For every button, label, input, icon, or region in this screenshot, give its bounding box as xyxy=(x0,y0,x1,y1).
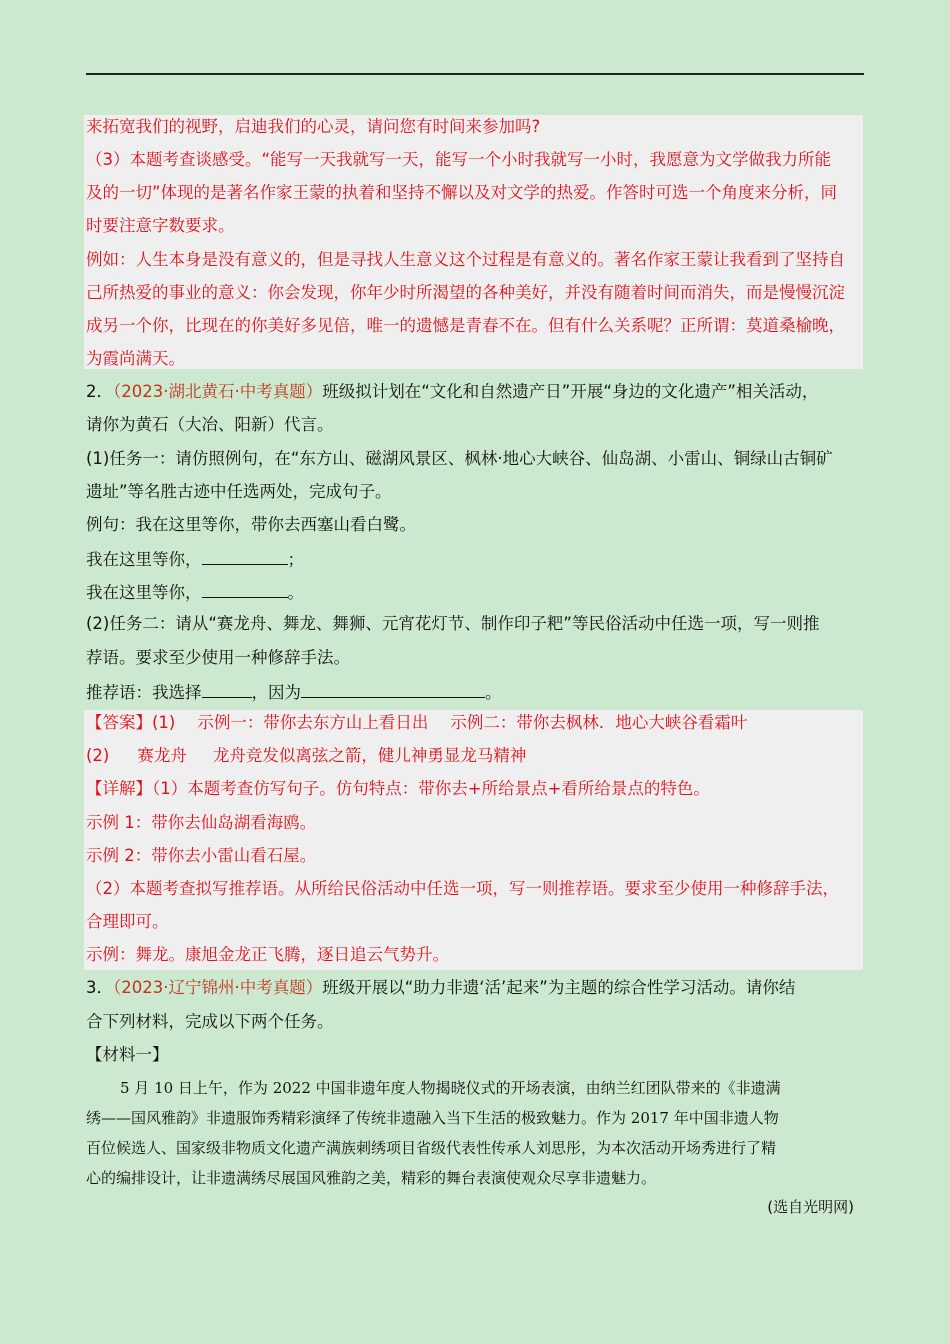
detail-line: 示例：舞龙。康旭金龙正飞腾，逐日追云气势升。 xyxy=(86,945,449,964)
answer-line: 例如：人生本身是没有意义的，但是寻找人生意义这个过程是有意义的。著名作家王蒙让我看到了坚持自 xyxy=(86,250,845,269)
question-text: 请你为黄石（大冶、阳新）代言。 xyxy=(86,415,334,434)
answer-line xyxy=(86,746,526,766)
question-text: 班级开展以“助力非遗‘活’起来”为主题的综合性学习活动。请你结 xyxy=(322,978,796,997)
question-source: （2023·辽宁锦州·中考真题） xyxy=(113,978,323,997)
answer-line: 己所热爱的事业的意义：你会发现，你年少时所渴望的各种美好，并没有随着时间而消失，而是慢慢沉淀 xyxy=(86,283,845,302)
fill-suffix: ； xyxy=(287,550,304,569)
answer-line: 来拓宽我们的视野，启迪我们的心灵，请问您有时间来参加吗? xyxy=(86,117,541,136)
answer-part-label: (2) xyxy=(86,746,110,765)
question-number: 2． xyxy=(86,382,113,401)
material-title: 【材料一】 xyxy=(86,1045,169,1064)
fill-prefix: 推荐语：我选择 xyxy=(86,683,202,702)
recommendation-line xyxy=(86,681,502,703)
question-text: 班级拟计划在“文化和自然遗产日”开展“身边的文化遗产”相关活动， xyxy=(322,382,819,401)
answer-example-1: 示例一：带你去东方山上看日出 xyxy=(197,713,429,732)
answer-blank[interactable] xyxy=(202,548,288,565)
answer-label: 【答案】(1) xyxy=(86,713,176,732)
fill-prefix: 我在这里等你， xyxy=(86,550,202,569)
question-2-header xyxy=(86,382,818,402)
material-paragraph: 心的编排设计，让非遗满绣尽展国风雅韵之美，精彩的舞台表演使观众尽享非遗魅力。 xyxy=(86,1169,657,1187)
answer-blank[interactable] xyxy=(202,681,252,698)
answer-recommendation: 龙舟竞发似离弦之箭，健儿神勇显龙马精神 xyxy=(212,746,527,765)
answer-blank[interactable] xyxy=(202,581,288,598)
task-2-text: 荐语。要求至少使用一种修辞手法。 xyxy=(86,648,350,667)
answer-example-2: 示例二：带你去枫林．地心大峡谷看霜叶 xyxy=(450,713,748,732)
material-paragraph: 绣——国风雅韵》非遗服饰秀精彩演绎了传统非遗融入当下生活的极致魅力。作为 2017 年中国非遗人物 xyxy=(86,1109,779,1127)
detail-line: 【详解】（1）本题考查仿写句子。仿句特点：带你去+所给景点+看所给景点的特色。 xyxy=(86,779,710,798)
detail-line: 示例 2：带你去小雷山看石屋。 xyxy=(86,846,317,865)
fill-middle: ，因为 xyxy=(251,683,301,702)
task-1-text: (1)任务一：请仿照例句，在“东方山、磁湖风景区、枫林·地心大峡谷、仙岛湖、小雷山、铜绿山古铜矿 xyxy=(86,449,833,468)
material-paragraph: 百位候选人、国家级非物质文化遗产满族刺绣项目省级代表性传承人刘思彤，为本次活动开场秀进行了精 xyxy=(86,1139,777,1157)
detail-line: 合理即可。 xyxy=(86,912,169,931)
question-number: 3． xyxy=(86,978,113,997)
fill-line-2 xyxy=(86,581,304,603)
material-paragraph: 5 月 10 日上午，作为 2022 中国非遗年度人物揭晓仪式的开场表演，由纳兰红团队带来的《非遗满 xyxy=(120,1079,781,1097)
example-sentence: 例句：我在这里等你，带你去西塞山看白鹭。 xyxy=(86,515,416,534)
fill-suffix: 。 xyxy=(485,683,502,702)
task-2-text: (2)任务二：请从“赛龙舟、舞龙、舞狮、元宵花灯节、制作印子粑”等民俗活动中任选一项，写一则推 xyxy=(86,614,820,633)
question-3-header xyxy=(86,978,795,998)
question-text: 合下列材料，完成以下两个任务。 xyxy=(86,1012,334,1031)
answer-line: （3）本题考查谈感受。“能写一天我就写一天，能写一个小时我就写一小时，我愿意为文学做我力所能 xyxy=(86,150,832,169)
answer-blank[interactable] xyxy=(301,681,485,698)
fill-line-1 xyxy=(86,548,304,570)
task-1-text: 遗址”等名胜古迹中任选两处，完成句子。 xyxy=(86,482,392,501)
header-rule xyxy=(86,73,864,75)
answer-line xyxy=(86,713,747,733)
answer-activity: 赛龙舟 xyxy=(137,746,187,765)
answer-line: 为霞尚满天。 xyxy=(86,349,185,368)
answer-line: 时要注意字数要求。 xyxy=(86,216,235,235)
fill-prefix: 我在这里等你， xyxy=(86,583,202,602)
material-credit: (选自光明网) xyxy=(767,1198,854,1216)
question-source: （2023·湖北黄石·中考真题） xyxy=(113,382,323,401)
answer-line: 成另一个你，比现在的你美好多见倍，唯一的遗憾是青春不在。但有什么关系呢？正所谓：莫道桑榆晚， xyxy=(86,316,845,335)
answer-line: 及的一切”体现的是著名作家王蒙的执着和坚持不懈以及对文学的热爱。作答时可选一个角度来分析，同 xyxy=(86,183,838,202)
detail-line: （2）本题考查拟写推荐语。从所给民俗活动中任选一项，写一则推荐语。要求至少使用一种修辞手法， xyxy=(86,879,839,898)
fill-suffix: 。 xyxy=(287,583,304,602)
detail-line: 示例 1：带你去仙岛湖看海鸥。 xyxy=(86,813,317,832)
